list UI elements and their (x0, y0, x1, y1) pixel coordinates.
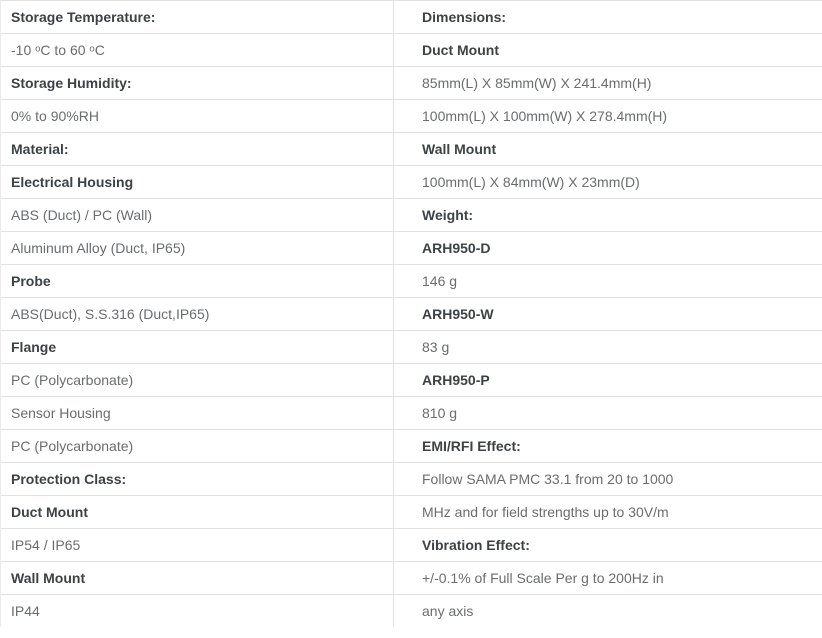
table-row (1, 67, 822, 100)
spec-cell-left: Storage Humidity: (1, 67, 394, 99)
spec-cell-right: ARH950-W (422, 306, 494, 322)
table-row (1, 463, 822, 496)
table-row (1, 595, 822, 627)
spec-cell-left: Storage Temperature: (1, 1, 394, 33)
table-row (1, 232, 822, 265)
spec-cell-left: ABS(Duct), S.S.316 (Duct,IP65) (1, 298, 394, 330)
spec-cell-right: 146 g (422, 273, 458, 289)
spec-cell-left: IP54 / IP65 (1, 529, 394, 561)
spec-cell-left: IP44 (1, 595, 394, 627)
table-row (1, 265, 822, 298)
table-row (1, 331, 822, 364)
spec-cell-right: Duct Mount (422, 42, 499, 58)
spec-cell-right: 100mm(L) X 84mm(W) X 23mm(D) (422, 174, 640, 190)
spec-cell-right: Vibration Effect: (422, 537, 530, 553)
table-row (1, 496, 822, 529)
spec-cell-left: Probe (1, 265, 394, 297)
spec-cell-right: 83 g (422, 339, 450, 355)
table-row (1, 529, 822, 562)
table-row (1, 562, 822, 595)
spec-cell-left: Sensor Housing (1, 397, 394, 429)
spec-cell-left: PC (Polycarbonate) (1, 430, 394, 462)
table-row (1, 199, 822, 232)
spec-cell-left: ABS (Duct) / PC (Wall) (1, 199, 394, 231)
spec-cell-right: 100mm(L) X 100mm(W) X 278.4mm(H) (422, 108, 668, 124)
table-row (1, 166, 822, 199)
table-row (1, 133, 822, 166)
spec-cell-right: Wall Mount (422, 141, 497, 157)
spec-cell-right: +/-0.1% of Full Scale Per g to 200Hz in (422, 570, 664, 586)
spec-cell-right: Weight: (422, 207, 474, 223)
spec-cell-right: ARH950-D (422, 240, 491, 256)
spec-cell-right: 85mm(L) X 85mm(W) X 241.4mm(H) (422, 75, 652, 91)
table-row (1, 430, 822, 463)
spec-cell-left: Electrical Housing (1, 166, 394, 198)
table-row (1, 34, 822, 67)
spec-cell-left: -10 ᵒC to 60 ᵒC (1, 34, 394, 66)
table-row (1, 364, 822, 397)
table-row (1, 1, 822, 34)
table-row (1, 100, 822, 133)
spec-cell-right: 810 g (422, 405, 458, 421)
spec-cell-left: Protection Class: (1, 463, 394, 495)
spec-cell-right: EMI/RFI Effect: (422, 438, 521, 454)
spec-cell-left: 0% to 90%RH (1, 100, 394, 132)
table-row (1, 397, 822, 430)
spec-cell-left: Flange (1, 331, 394, 363)
spec-cell-left: Material: (1, 133, 394, 165)
spec-cell-left: Aluminum Alloy (Duct, IP65) (1, 232, 394, 264)
spec-cell-left: Duct Mount (1, 496, 394, 528)
spec-cell-right: MHz and for field strengths up to 30V/m (422, 504, 669, 520)
spec-cell-left: Wall Mount (1, 562, 394, 594)
spec-cell-right: Dimensions: (422, 9, 507, 25)
spec-cell-right: Follow SAMA PMC 33.1 from 20 to 1000 (422, 471, 674, 487)
spec-cell-left: PC (Polycarbonate) (1, 364, 394, 396)
spec-cell-right: any axis (422, 603, 474, 619)
spec-cell-right: ARH950-P (422, 372, 490, 388)
table-row (1, 298, 822, 331)
